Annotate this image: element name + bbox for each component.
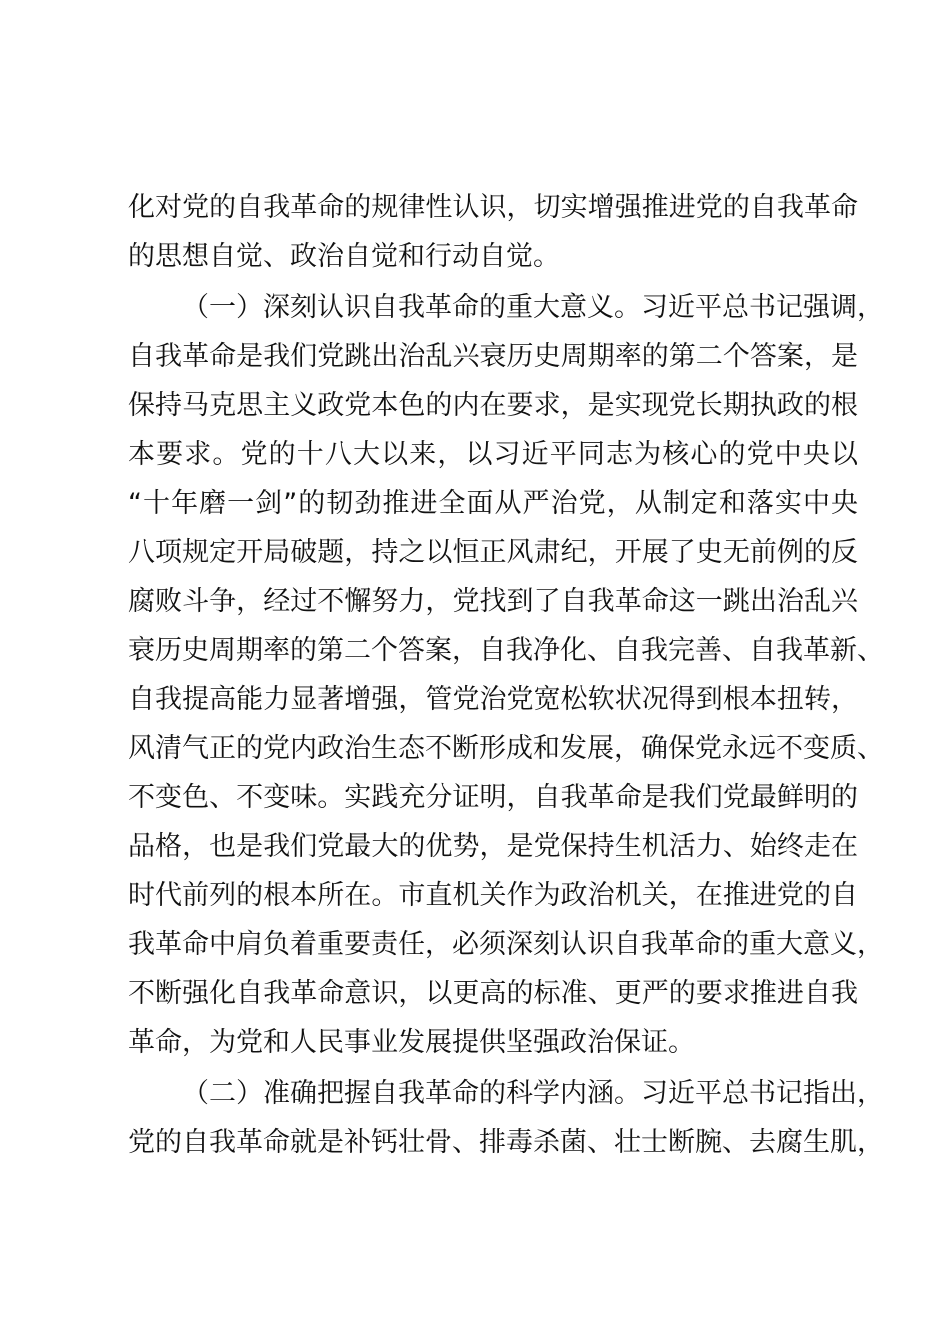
text-line: 本要求。党的十八大以来，以习近平同志为核心的党中央以 bbox=[128, 439, 858, 470]
text-line: 自我提高能力显著增强，管党治党宽松软状况得到根本扭转， bbox=[128, 684, 858, 715]
text-line: 不断强化自我革命意识，以更高的标准、更严的要求推进自我 bbox=[128, 978, 858, 1009]
text-line: 革命，为党和人民事业发展提供坚强政治保证。 bbox=[128, 1027, 695, 1058]
document-body bbox=[128, 183, 884, 1167]
paragraph-section-1 bbox=[128, 283, 884, 1067]
paragraph-section-2 bbox=[128, 1069, 884, 1167]
text-line: 的思想自觉、政治自觉和行动自觉。 bbox=[128, 241, 560, 272]
text-line: 腐败斗争，经过不懈努力，党找到了自我革命这一跳出治乱兴 bbox=[128, 586, 858, 617]
text-line: 保持马克思主义政党本色的内在要求，是实现党长期执政的根 bbox=[128, 390, 858, 421]
section-heading-line: （一）深刻认识自我革命的重大意义。习近平总书记强调， bbox=[182, 292, 884, 323]
text-line: 我革命中肩负着重要责任，必须深刻认识自我革命的重大意义， bbox=[128, 929, 884, 960]
text-line: 自我革命是我们党跳出治乱兴衰历史周期率的第二个答案，是 bbox=[128, 341, 858, 372]
paragraph-continued bbox=[128, 183, 858, 281]
text-line: 风清气正的党内政治生态不断形成和发展，确保党永远不变质、 bbox=[128, 733, 884, 764]
text-line: 党的自我革命就是补钙壮骨、排毒杀菌、壮士断腕、去腐生肌， bbox=[128, 1127, 884, 1158]
text-line: 八项规定开局破题，持之以恒正风肃纪，开展了史无前例的反 bbox=[128, 537, 858, 568]
text-line: 时代前列的根本所在。市直机关作为政治机关，在推进党的自 bbox=[128, 880, 858, 911]
text-line: 化对党的自我革命的规律性认识，切实增强推进党的自我革命 bbox=[128, 192, 858, 223]
text-line: 不变色、不变味。实践充分证明，自我革命是我们党最鲜明的 bbox=[128, 782, 858, 813]
text-line: 衰历史周期率的第二个答案，自我净化、自我完善、自我革新、 bbox=[128, 635, 884, 666]
text-line: 品格，也是我们党最大的优势，是党保持生机活力、始终走在 bbox=[128, 831, 858, 862]
section-heading-line: （二）准确把握自我革命的科学内涵。习近平总书记指出， bbox=[182, 1078, 884, 1109]
text-line: “十年磨一剑”的韧劲推进全面从严治党，从制定和落实中央 bbox=[128, 488, 858, 519]
